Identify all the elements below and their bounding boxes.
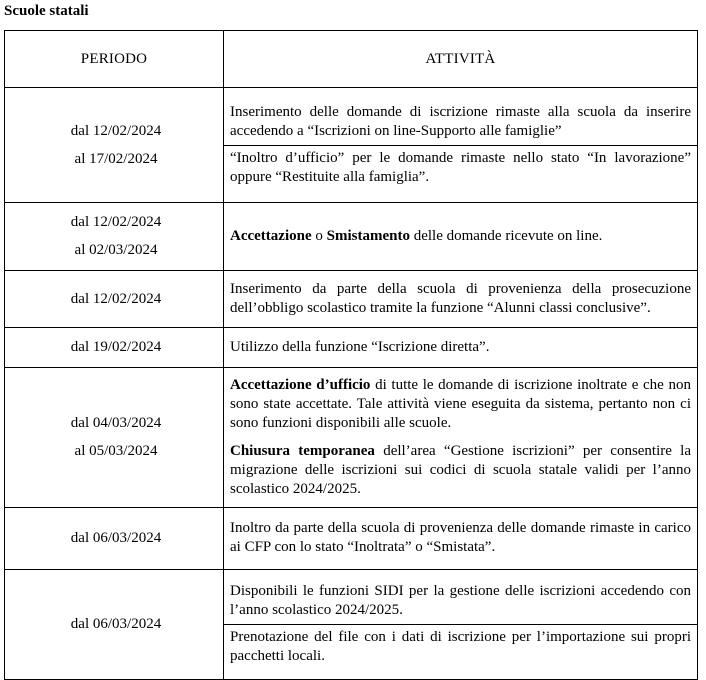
activity-paragraph	[230, 376, 691, 433]
activity-paragraph	[230, 103, 691, 141]
activity-cell	[224, 271, 698, 328]
activity-cell	[224, 328, 698, 368]
period-date: dal 06/03/2024	[70, 616, 162, 632]
activity-text: o	[311, 227, 327, 244]
period-cell	[5, 271, 224, 328]
activity-cell	[224, 368, 698, 508]
header-row	[5, 31, 698, 88]
activity-text: Inserimento delle domande di iscrizione rimaste alla scuola da inserire accedendo a “Iscrizioni on line-Supporto alle famiglie”	[230, 103, 691, 139]
activity-segment	[224, 145, 697, 191]
activity-segment	[224, 516, 697, 561]
column-header-attivita: ATTIVITÀ	[224, 31, 698, 88]
period-cell	[5, 368, 224, 508]
table-row	[5, 508, 698, 570]
activity-text: Inoltro da parte della scuola di provenienza delle domande rimaste in carico ai CFP con lo stato “Inoltrata” o “Smistata”.	[230, 520, 691, 555]
activity-text: Inserimento da parte della scuola di provenienza della prosecuzione dell’obbligo scolastico tramite la funzione “Alunni classi conclusive”.	[230, 280, 691, 316]
activity-paragraph	[230, 338, 691, 357]
activity-segment	[224, 373, 697, 503]
activity-text: delle domande ricevute on line.	[409, 227, 603, 244]
activity-cell	[224, 508, 698, 570]
activity-paragraph	[230, 149, 691, 187]
bold-term: Chiusura temporanea	[230, 442, 375, 459]
period-date: al 17/02/2024	[74, 150, 158, 167]
column-header-periodo: PERIODO	[5, 31, 224, 88]
activity-paragraph	[230, 442, 691, 499]
period-date: dal 19/02/2024	[70, 339, 162, 355]
period-date: dal 12/02/2024	[70, 290, 162, 307]
table-row	[5, 271, 698, 328]
activity-paragraph	[230, 227, 691, 246]
activity-segment	[224, 100, 697, 145]
period-date: al 02/03/2024	[74, 242, 158, 258]
period-cell	[5, 508, 224, 570]
activity-segment	[224, 335, 697, 361]
activity-paragraph	[230, 628, 691, 666]
period-date: dal 06/03/2024	[70, 530, 162, 546]
bold-term: Accettazione	[230, 227, 312, 244]
table-row	[5, 570, 698, 680]
section-heading: Scuole statali	[4, 3, 89, 19]
period-date: dal 12/02/2024	[70, 122, 162, 139]
activity-paragraph	[230, 519, 691, 557]
period-cell	[5, 570, 224, 680]
activity-text: “Inoltro d’ufficio” per le domande rimaste nello stato “In lavorazione” oppure “Restituite alla famiglia”.	[230, 149, 691, 185]
table-row	[5, 88, 698, 203]
activity-cell	[224, 570, 698, 680]
activity-cell	[224, 88, 698, 203]
activity-text: Disponibili le funzioni SIDI per la gestione delle iscrizioni accedendo con l’anno scolastico 2024/2025.	[230, 583, 691, 618]
bold-term: Accettazione d’ufficio	[230, 376, 371, 393]
table-row	[5, 328, 698, 368]
activity-segment	[224, 277, 697, 322]
activity-segment	[224, 579, 697, 624]
activity-text: Utilizzo della funzione “Iscrizione diretta”.	[230, 338, 490, 355]
activity-text: di tutte le domande di iscrizione inoltrate e che non sono state accettate. Tale attività viene eseguita da sistema, pertanto non ci sono funzioni disponibili alle scuole.	[230, 376, 691, 431]
activity-text: Prenotazione del file con i dati di iscrizione per l’importazione sui propri pacchetti locali.	[230, 629, 691, 664]
period-date: al 05/03/2024	[74, 443, 158, 459]
activity-text: dell’area “Gestione iscrizioni” per consentire la migrazione delle iscrizioni sui codici di scuola statale validi per l’anno scolastico 2024/2025.	[230, 442, 692, 497]
activity-paragraph	[230, 582, 691, 620]
period-cell	[5, 203, 224, 271]
activity-segment	[224, 624, 697, 670]
period-date: dal 04/03/2024	[70, 415, 162, 431]
table-row	[5, 203, 698, 271]
period-date: dal 12/02/2024	[70, 214, 162, 230]
table-row	[5, 368, 698, 508]
activity-cell	[224, 203, 698, 271]
schedule-table	[4, 30, 698, 680]
activity-segment	[224, 224, 697, 250]
period-cell	[5, 88, 224, 203]
activity-paragraph	[230, 280, 691, 318]
bold-term: Smistamento	[326, 227, 410, 244]
period-cell	[5, 328, 224, 368]
schedule-body	[5, 88, 698, 680]
